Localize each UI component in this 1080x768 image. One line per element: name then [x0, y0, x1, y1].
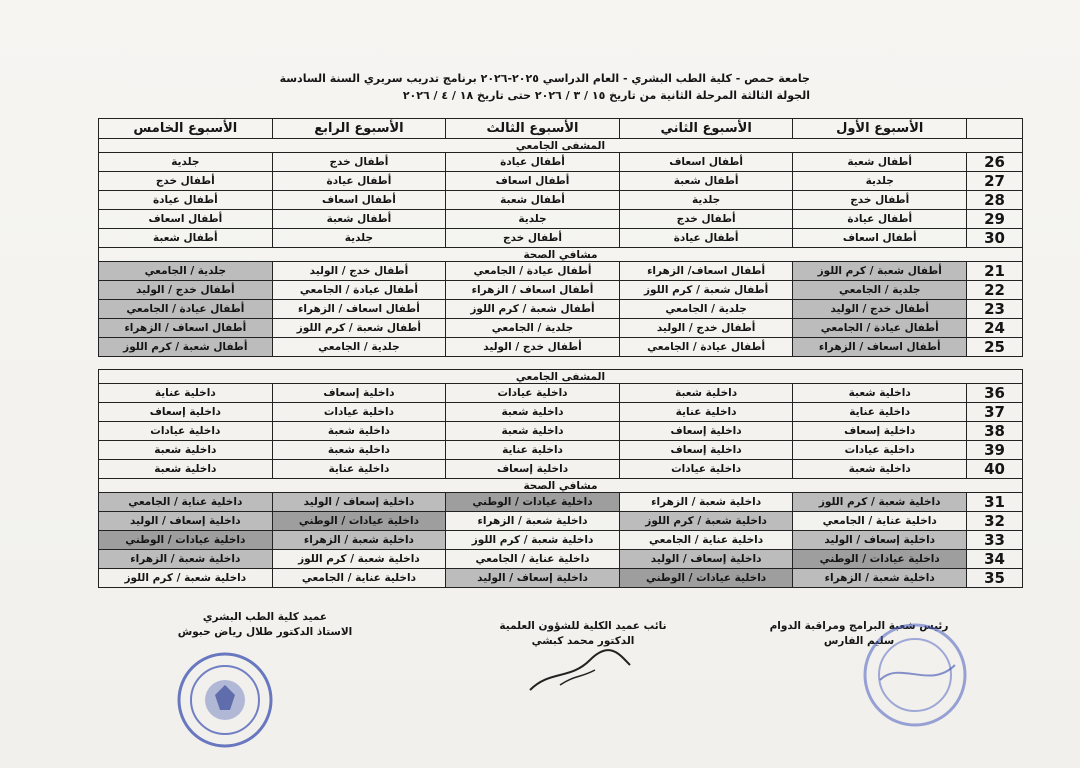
rotation-cell: داخلية إسعاف	[272, 384, 446, 403]
week-header: الأسبوع الخامس	[99, 119, 273, 139]
rotation-cell: أطفال شعبة	[99, 229, 273, 248]
rotation-cell: داخلية عناية	[619, 403, 793, 422]
section-title: المشفى الجامعي	[99, 370, 1023, 384]
rotation-cell: أطفال خدج / الوليد	[272, 262, 446, 281]
rotation-cell: جلدية	[619, 191, 793, 210]
rotation-cell: داخلية شعبة	[272, 441, 446, 460]
rotation-cell: أطفال شعبة / كرم اللوز	[793, 262, 967, 281]
table-row	[99, 210, 1023, 229]
header-subtitle: الجولة الثالثة المرحلة الثانية من تاريخ ١٥ / ٣ / ٢٠٢٦ حتى تاريخ ١٨ / ٤ / ٢٠٢٦	[402, 89, 810, 102]
section-title-row	[99, 139, 1023, 153]
rotation-cell: داخلية عناية / الجامعي	[272, 569, 446, 588]
table-row	[99, 172, 1023, 191]
group-number: 22	[967, 281, 1023, 300]
table-row	[99, 460, 1023, 479]
rotation-cell: داخلية عيادات / الوطني	[99, 531, 273, 550]
rotation-cell: جلدية / الجامعي	[272, 338, 446, 357]
rotation-cell: أطفال عيادة / الجامعي	[619, 338, 793, 357]
rotation-cell: داخلية شعبة	[99, 441, 273, 460]
rotation-cell: داخلية عناية / الجامعي	[793, 512, 967, 531]
section-title: مشافي الصحة	[99, 248, 1023, 262]
table-row	[99, 441, 1023, 460]
header-title: جامعة حمص - كلية الطب البشري - العام الدراسي ٢٠٢٥-٢٠٢٦ برنامج تدريب سريري السنة السادسة	[279, 72, 810, 85]
group-number: 37	[967, 403, 1023, 422]
table-row	[99, 512, 1023, 531]
rotation-cell: جلدية	[99, 153, 273, 172]
rotation-cell: أطفال عيادة	[272, 172, 446, 191]
table-row	[99, 531, 1023, 550]
rotation-cell: داخلية شعبة	[99, 460, 273, 479]
table-row	[99, 229, 1023, 248]
rotation-cell: داخلية عيادات	[99, 422, 273, 441]
rotation-cell: أطفال شعبة / كرم اللوز	[619, 281, 793, 300]
rotation-cell: داخلية عناية	[272, 460, 446, 479]
rotation-cell: جلدية / الجامعي	[99, 262, 273, 281]
rotation-cell: داخلية شعبة / الزهراء	[99, 550, 273, 569]
rotation-cell: داخلية شعبة / كرم اللوز	[99, 569, 273, 588]
week-header: الأسبوع الثالث	[446, 119, 620, 139]
group-number: 24	[967, 319, 1023, 338]
rotation-cell: أطفال خدج / الوليد	[99, 281, 273, 300]
rotation-cell: أطفال خدج / الوليد	[793, 300, 967, 319]
rotation-cell: داخلية إسعاف	[793, 422, 967, 441]
section-title: مشافي الصحة	[99, 479, 1023, 493]
group-number: 27	[967, 172, 1023, 191]
rotation-cell: أطفال اسعاف / الزهراء	[446, 281, 620, 300]
rotation-cell: أطفال عيادة	[619, 229, 793, 248]
section-gap	[99, 357, 1023, 370]
rotation-cell: داخلية عيادات / الوطني	[272, 512, 446, 531]
rotation-cell: داخلية شعبة / كرم اللوز	[272, 550, 446, 569]
rotation-cell: أطفال خدج / الوليد	[446, 338, 620, 357]
rotation-cell: داخلية عناية / الجامعي	[619, 531, 793, 550]
section-title-row	[99, 370, 1023, 384]
section-title-row	[99, 248, 1023, 262]
rotation-cell: داخلية إسعاف / الوليد	[793, 531, 967, 550]
group-number: 25	[967, 338, 1023, 357]
table-row	[99, 191, 1023, 210]
rotation-cell: أطفال شعبة	[793, 153, 967, 172]
rotation-cell: أطفال شعبة	[272, 210, 446, 229]
rotation-cell: داخلية شعبة	[446, 422, 620, 441]
rotation-cell: أطفال اسعاف	[446, 172, 620, 191]
group-number: 21	[967, 262, 1023, 281]
dean-stamp-seal	[175, 650, 275, 750]
handwritten-signature	[520, 640, 640, 700]
rotation-cell: داخلية إسعاف / الوليد	[272, 493, 446, 512]
table-row	[99, 493, 1023, 512]
document-header	[250, 70, 810, 104]
table-row	[99, 281, 1023, 300]
rotation-cell: داخلية شعبة / كرم اللوز	[446, 531, 620, 550]
rotation-cell: داخلية شعبة / كرم اللوز	[793, 493, 967, 512]
signature-name: الدكتور محمد كبشي	[531, 635, 635, 647]
rotation-cell: أطفال عيادة	[99, 191, 273, 210]
table-row	[99, 403, 1023, 422]
group-number: 40	[967, 460, 1023, 479]
rotation-cell: أطفال شعبة / كرم اللوز	[272, 319, 446, 338]
rotation-cell: داخلية إسعاف	[99, 403, 273, 422]
group-number: 35	[967, 569, 1023, 588]
group-number: 31	[967, 493, 1023, 512]
rotation-cell: أطفال شعبة / كرم اللوز	[446, 300, 620, 319]
programs-stamp-seal	[860, 620, 970, 730]
rotation-cell: أطفال خدج	[619, 210, 793, 229]
table-row	[99, 422, 1023, 441]
rotation-cell: داخلية عيادات / الوطني	[446, 493, 620, 512]
rotation-cell: أطفال عيادة / الجامعي	[99, 300, 273, 319]
rotation-cell: أطفال اسعاف / الزهراء	[272, 300, 446, 319]
rotation-cell: داخلية شعبة / الزهراء	[446, 512, 620, 531]
rotation-cell: أطفال خدج / الوليد	[619, 319, 793, 338]
group-number: 28	[967, 191, 1023, 210]
rotation-cell: أطفال خدج	[99, 172, 273, 191]
rotation-cell: داخلية عيادات	[619, 460, 793, 479]
rotation-cell: داخلية شعبة / الزهراء	[793, 569, 967, 588]
rotation-cell: أطفال اسعاف/ الزهراء	[619, 262, 793, 281]
rotation-cell: أطفال اسعاف / الزهراء	[793, 338, 967, 357]
rotation-cell: أطفال اسعاف	[272, 191, 446, 210]
rotation-cell: داخلية إسعاف / الوليد	[99, 512, 273, 531]
rotation-cell: داخلية عيادات	[272, 403, 446, 422]
signature-name: سليم الفارس	[823, 635, 895, 647]
group-number: 33	[967, 531, 1023, 550]
rotation-cell: أطفال عيادة / الجامعي	[793, 319, 967, 338]
rotation-cell: أطفال خدج	[793, 191, 967, 210]
rotation-cell: داخلية عناية / الجامعي	[99, 493, 273, 512]
signature-title: نائب عميد الكلية للشؤون العلمية	[499, 620, 667, 632]
rotation-cell: داخلية إسعاف	[619, 441, 793, 460]
gap-cell	[99, 357, 1023, 370]
rotation-cell: داخلية شعبة / الزهراء	[272, 531, 446, 550]
rotation-cell: جلدية / الجامعي	[446, 319, 620, 338]
rotation-cell: أطفال شعبة	[446, 191, 620, 210]
rotation-cell: داخلية شعبة / كرم اللوز	[619, 512, 793, 531]
signature-dean	[140, 610, 390, 640]
table-row	[99, 300, 1023, 319]
rotation-cell: أطفال عيادة / الجامعي	[446, 262, 620, 281]
rotation-cell: داخلية عناية	[99, 384, 273, 403]
rotation-cell: أطفال شعبة / كرم اللوز	[99, 338, 273, 357]
rotation-cell: داخلية عيادات / الوطني	[793, 550, 967, 569]
rotation-cell: داخلية شعبة	[272, 422, 446, 441]
rotation-cell: أطفال عيادة	[446, 153, 620, 172]
rotation-cell: داخلية إسعاف / الوليد	[446, 569, 620, 588]
group-number: 36	[967, 384, 1023, 403]
group-number-header	[967, 119, 1023, 139]
table-row	[99, 338, 1023, 357]
week-header: الأسبوع الرابع	[272, 119, 446, 139]
rotation-cell: داخلية شعبة	[446, 403, 620, 422]
signature-title: عميد كلية الطب البشري	[202, 611, 328, 623]
rotation-cell: أطفال عيادة / الجامعي	[272, 281, 446, 300]
rotation-cell: جلدية / الجامعي	[793, 281, 967, 300]
rotation-cell: أطفال اسعاف / الزهراء	[99, 319, 273, 338]
signature-name: الاستاذ الدكتور طلال رياض حبوش	[177, 626, 353, 638]
group-number: 26	[967, 153, 1023, 172]
group-number: 29	[967, 210, 1023, 229]
rotation-cell: جلدية / الجامعي	[619, 300, 793, 319]
table-row	[99, 319, 1023, 338]
rotation-cell: داخلية إسعاف	[446, 460, 620, 479]
week-header: الأسبوع الأول	[793, 119, 967, 139]
schedule-table	[98, 118, 1023, 588]
rotation-cell: داخلية إسعاف	[619, 422, 793, 441]
group-number: 39	[967, 441, 1023, 460]
rotation-cell: أطفال شعبة	[619, 172, 793, 191]
rotation-cell: داخلية شعبة	[793, 384, 967, 403]
group-number: 38	[967, 422, 1023, 441]
group-number: 30	[967, 229, 1023, 248]
rotation-cell: داخلية عيادات	[446, 384, 620, 403]
section-title-row	[99, 479, 1023, 493]
rotation-cell: داخلية عناية / الجامعي	[446, 550, 620, 569]
rotation-cell: داخلية شعبة	[793, 460, 967, 479]
rotation-cell: جلدية	[446, 210, 620, 229]
rotation-cell: أطفال خدج	[446, 229, 620, 248]
rotation-cell: داخلية عيادات / الوطني	[619, 569, 793, 588]
table-row	[99, 569, 1023, 588]
group-number: 32	[967, 512, 1023, 531]
signature-title: رئيس شعبة البرامج ومراقبة الدوام	[769, 620, 949, 632]
week-header-row	[99, 119, 1023, 139]
group-number: 23	[967, 300, 1023, 319]
rotation-cell: داخلية عيادات	[793, 441, 967, 460]
group-number: 34	[967, 550, 1023, 569]
rotation-cell: داخلية عناية	[793, 403, 967, 422]
rotation-cell: أطفال خدج	[272, 153, 446, 172]
week-header: الأسبوع الثاني	[619, 119, 793, 139]
rotation-cell: داخلية شعبة / الزهراء	[619, 493, 793, 512]
rotation-cell: أطفال اسعاف	[619, 153, 793, 172]
rotation-cell: أطفال اسعاف	[793, 229, 967, 248]
rotation-cell: أطفال عيادة	[793, 210, 967, 229]
table-row	[99, 262, 1023, 281]
rotation-cell: جلدية	[793, 172, 967, 191]
table-row	[99, 550, 1023, 569]
table-row	[99, 153, 1023, 172]
rotation-cell: جلدية	[272, 229, 446, 248]
rotation-cell: داخلية شعبة	[619, 384, 793, 403]
table-row	[99, 384, 1023, 403]
rotation-cell: أطفال اسعاف	[99, 210, 273, 229]
rotation-cell: داخلية عناية	[446, 441, 620, 460]
section-title: المشفى الجامعي	[99, 139, 1023, 153]
rotation-cell: داخلية إسعاف / الوليد	[619, 550, 793, 569]
